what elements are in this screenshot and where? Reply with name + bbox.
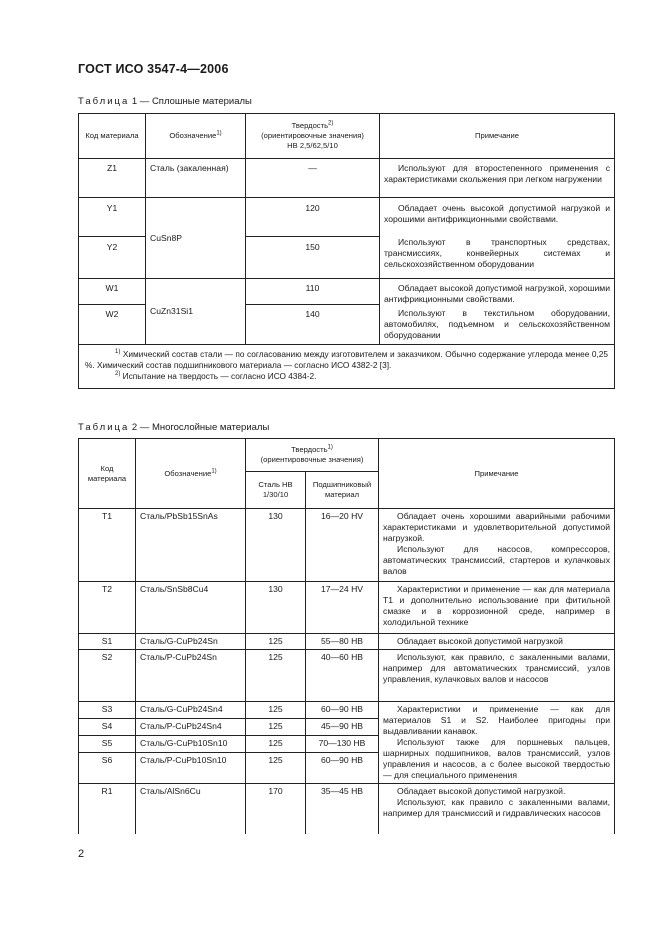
table-row: S3 Сталь/G-CuPb24Sn4 125 60—90 HB Характеристики и применение — как для материалов S1 и S2. Наиболее пригодны при выдавливании канавок. Используют также для поршневых пальцев, шарнирных подшипников, валов трансмиссий, узлов управления и насосов, а с более высокой твердостью — для специального применения: [79, 702, 615, 719]
table-row: T1 Сталь/PbSb15SnAs 130 16—20 HV Обладает очень хорошими аварийными рабочими характеристиками и удовлетворительной допустимой нагрузкой. Используют для насосов, компрессоров, автоматических трансмиссий, стартеров и кулачковых валов: [79, 509, 615, 582]
col-header-bearing: Подшипниковый материал: [306, 472, 379, 509]
table2-caption: Таблица 2 — Многослойные материалы: [78, 422, 270, 433]
table-row: R1 Сталь/AlSn6Cu 170 35—45 HB Обладает высокой допустимой нагрузкой. Используют, как правило с закаленными валами, например для трансмиссий и гидравлических насосов: [79, 784, 615, 834]
table-row: T2 Сталь/SnSb8Cu4 130 17—24 HV Характеристики и применение — как для материала T1 и дополнительно использование при фитильной смазке и в коррозионной среде, например в холодильной технике: [79, 582, 615, 634]
col-header-code: Код материала: [79, 114, 146, 159]
col-header-note: Примечание: [379, 439, 615, 509]
table1-caption: Таблица 1 — Сплошные материалы: [78, 96, 252, 107]
col-header-note: Примечание: [380, 114, 615, 159]
page-number: 2: [78, 848, 85, 860]
table-footnotes: [79, 345, 615, 389]
table-solid-materials: [78, 113, 615, 389]
table-row: S2 Сталь/P-CuPb24Sn 125 40—60 HB Используют, как правило, с закаленными валами, например для автоматических трансмиссий, узлов управления, кулачковых валов и насосов: [79, 650, 615, 702]
table-header-row: [79, 439, 615, 472]
footnote-1: $^{1)}$ Химический состав стали — по согласованию между изготовителем и заказчиком. Обычно содержание углерода менее 0,25 %. Химический состав подшипникового материала — согласно ИСО 4382-2 [3].: [85, 349, 608, 371]
footnote-2: $^{2)}$ Испытание на твердость — согласно ИСО 4384-2.: [115, 371, 317, 382]
table-row: Z1 Сталь (закаленная) — Используют для второстепенного применения с характеристиками скольжения при легком нагружении: [79, 159, 615, 198]
table-header-row: [79, 114, 615, 159]
table-row: Y1 CuSn8P 120 Обладает очень высокой допустимой нагрузкой и хорошими антифрикционными свойствами. Используют в транспортных средствах, трансмиссиях, конвейерных системах и сельскохозяйственном оборудовании: [79, 198, 615, 237]
table-row: W1 CuZn31Si1 110 Обладает высокой допустимой нагрузкой, хорошими антифрикционными свойствами. Используют в текстильном оборудовании, автомобилях, подъемном и сельскохозяйственном оборудовании: [79, 279, 615, 305]
table-row: Y2 150: [79, 237, 615, 279]
table-row: S6 Сталь/P-CuPb10Sn10 125 60—90 HB: [79, 753, 615, 784]
table-row: S4 Сталь/P-CuPb24Sn4 125 45—90 HB: [79, 719, 615, 736]
col-header-steel: Сталь НВ 1/30/10: [246, 472, 306, 509]
col-header-hardness: Твердость$^{2)}$ (ориентировочные значения) HB 2,5/62,5/10: [246, 114, 380, 159]
col-header-code: Код материала: [79, 439, 136, 509]
table-row: S1 Сталь/G-CuPb24Sn 125 55—80 HB Обладает высокой допустимой нагрузкой: [79, 634, 615, 650]
col-header-designation: Обозначение$^{1)}$: [136, 439, 246, 509]
col-header-hardness: Твердость$^{1)}$ (ориентировочные значения): [246, 439, 379, 472]
table-row: W2 140: [79, 305, 615, 345]
table-row: S5 Сталь/G-CuPb10Sn10 125 70—130 HB: [79, 736, 615, 753]
table-multilayer-materials: [78, 438, 615, 834]
col-header-designation: Обозначение$^{1)}$: [146, 114, 246, 159]
document-header: ГОСТ ИСО 3547-4—2006: [78, 62, 229, 76]
